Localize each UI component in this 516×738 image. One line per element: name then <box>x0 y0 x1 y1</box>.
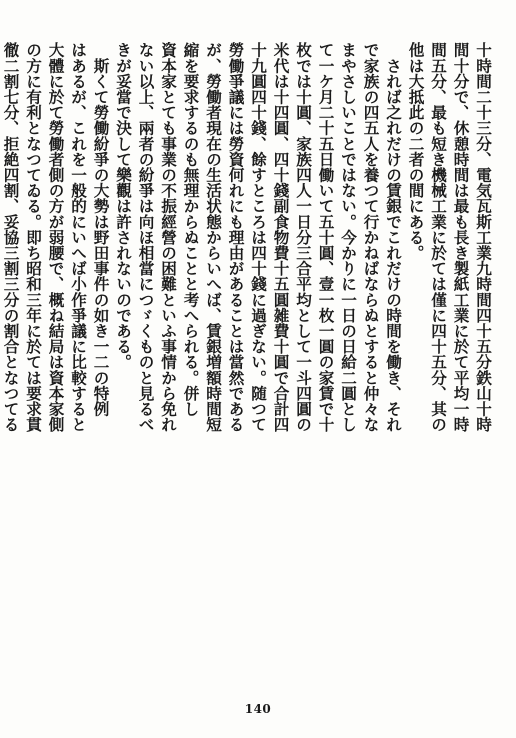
text-line: 大體に於て勞働者側の方が弱腰で、概ね結局は資本家側 <box>46 42 66 432</box>
text-line: ない以上、兩者の紛爭は向ほ相當につゞくものと見るべ <box>136 42 156 432</box>
page-number: 140 <box>244 702 272 716</box>
text-line: が、勞働者現在の生活状態からいへば、賃銀増額時間短 <box>204 42 223 432</box>
text-line: 勞働爭議には勞資何れにも理由があることは當然である <box>226 42 246 432</box>
text-line: まやさしいことではない。今かりに一日の日給二圓とし <box>339 42 358 432</box>
text-line: 他は大抵此の二者の間にある。 <box>406 42 426 261</box>
text-line: 十九圓四十錢、餘すところは四十錢に過ぎない。随つて <box>249 42 268 432</box>
text-line: て一ケ月二十五日働いて五十圓、壹一枚一圓の家賃で十 <box>316 42 336 432</box>
text-line: で家族の四五人を養つて行かねばならぬとすると仲々な <box>361 42 381 432</box>
text-line: 斯くて勞働紛爭の大勢は野田事件の如き一二の特例 <box>91 42 111 417</box>
text-line: 米代は十四圓、四十錢副食物費十五圓雑費十圓で合計四 <box>271 42 291 432</box>
text-line: きが妥當で決して樂觀は許されないのである。 <box>114 42 133 370</box>
text-line: 枚では十圓、家族四人一日分三合平均として一斗四圓の <box>294 42 313 432</box>
text-line: 資本家とても事業の不振經營の困難といふ事情から免れ <box>159 42 178 432</box>
text-line: 縮を要求するのも無理からぬことと考へられる。併し <box>181 42 201 417</box>
text-line: 十時間二十三分、電気瓦斯工業九時間四十五分鉄山十時 <box>474 42 493 432</box>
text-line: されば之れだけの賃銀でこれだけの時間を働き、それ <box>384 42 403 432</box>
vertical-text-body <box>1 42 494 682</box>
text-line: 間五分、最も短き機械工業に於ては僅に四十五分、其の <box>429 42 448 432</box>
text-line: の方に有利となつてゐる。即ち昭和三年に於ては要求貫 <box>24 42 43 432</box>
text-line: はあるが、これを一般的にいへば小作爭議に比較すると <box>69 42 88 432</box>
text-line: 間十分で、休憩時間は最も長き製紙工業に於て平均一時 <box>451 42 471 432</box>
text-line: 徹二割七分、拒絶四割、妥協三割三分の割合となつてる <box>1 42 21 432</box>
